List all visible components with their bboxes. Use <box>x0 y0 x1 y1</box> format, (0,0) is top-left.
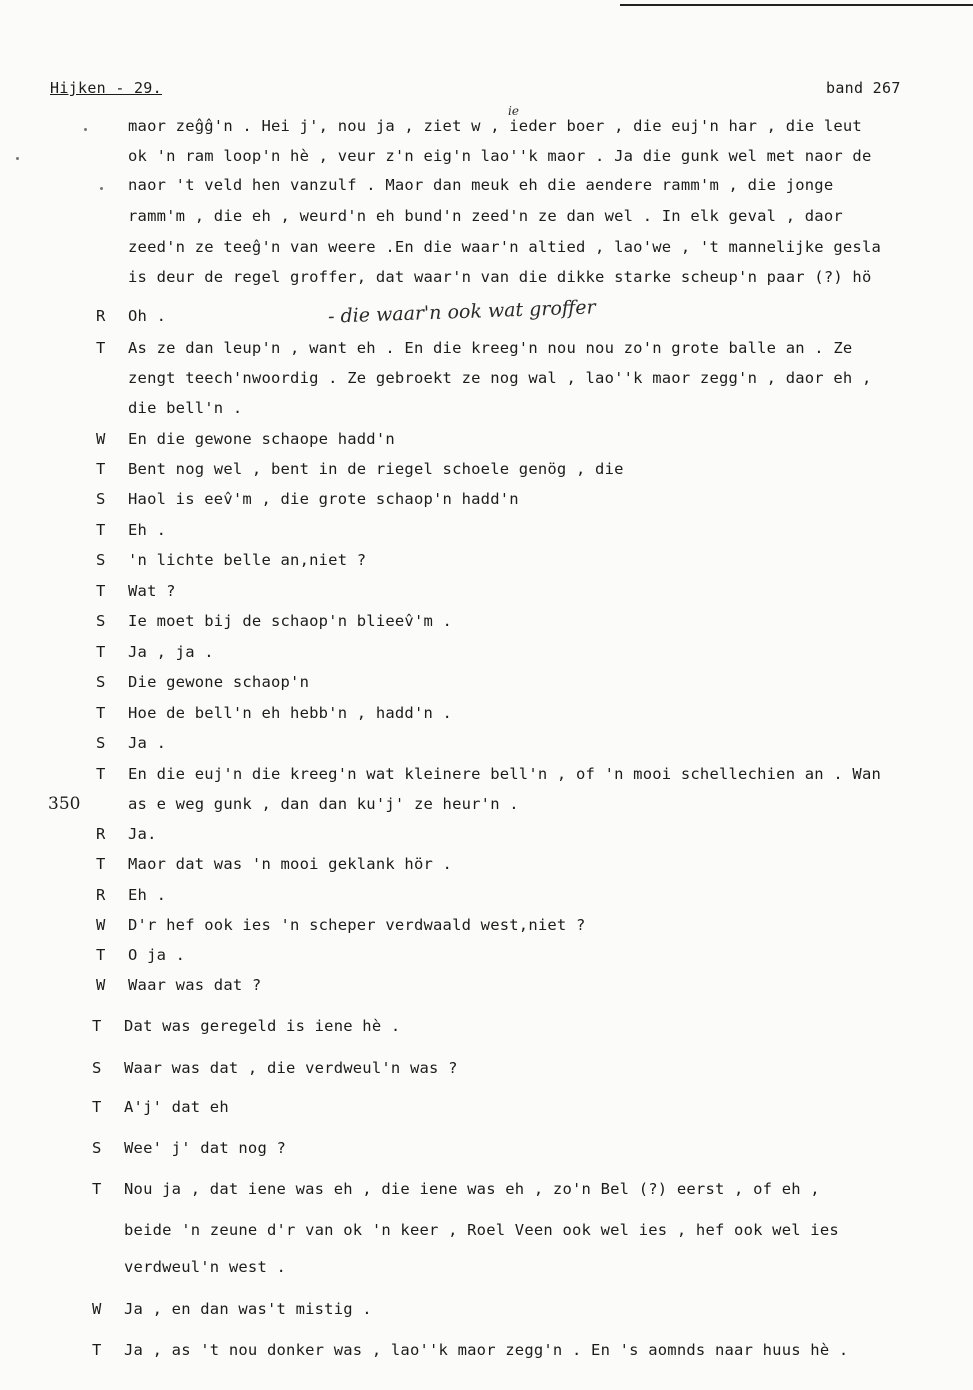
utterance-text: En die euj'n die kreeg'n wat kleinere bell'n , of 'n mooi schellechien an . Wan <box>128 765 882 783</box>
utterance-text: A'j' dat eh <box>124 1098 229 1116</box>
speaker-label: T <box>96 460 106 478</box>
margin-mark <box>84 128 87 131</box>
speaker-label: T <box>96 704 106 722</box>
utterance-text: maor zeĝĝ'n . Hei j', nou ja , ziet w , ieder boer , die euj'n har , die leut <box>128 117 862 135</box>
speaker-label: T <box>96 946 106 964</box>
speaker-label: S <box>96 612 106 630</box>
speaker-label: R <box>96 886 106 904</box>
speaker-label: W <box>96 976 106 994</box>
speaker-label: W <box>96 916 106 934</box>
speaker-label: S <box>96 734 106 752</box>
margin-mark <box>100 187 103 190</box>
utterance-text: Eh . <box>128 886 167 904</box>
speaker-label: R <box>96 307 106 325</box>
speaker-label: R <box>96 825 106 843</box>
speaker-label: S <box>96 490 106 508</box>
page-header-tape: band 267 <box>826 79 901 97</box>
speaker-label: S <box>96 551 106 569</box>
speaker-label: T <box>92 1017 102 1035</box>
utterance-text: Ja . <box>128 734 167 752</box>
utterance-text: Waar was dat ? <box>128 976 262 994</box>
utterance-text: ramm'm , die eh , weurd'n eh bund'n zeed'n ze dan wel . In elk geval , daor <box>128 207 843 225</box>
utterance-text: Nou ja , dat iene was eh , die iene was eh , zo'n Bel (?) eerst , of eh , <box>124 1180 820 1198</box>
utterance-text: verdweul'n west . <box>124 1258 287 1276</box>
speaker-label: T <box>96 855 106 873</box>
handwritten-insert: - die waar'n ook wat groffer <box>327 296 596 328</box>
utterance-text: Ja. <box>128 825 157 843</box>
utterance-text: Wat ? <box>128 582 176 600</box>
handwritten-correction: ie <box>508 104 519 118</box>
utterance-text: Hoe de bell'n eh hebb'n , hadd'n . <box>128 704 453 722</box>
utterance-text: beide 'n zeune d'r van ok 'n keer , Roel Veen ook wel ies , hef ook wel ies <box>124 1221 839 1239</box>
utterance-text: Haol is eev̂'m , die grote schaop'n hadd'n <box>128 490 519 508</box>
utterance-text: Eh . <box>128 521 167 539</box>
utterance-text: zengt teech'nwoordig . Ze gebroekt ze nog wal , lao''k maor zegg'n , daor eh , <box>128 369 872 387</box>
speaker-label: T <box>92 1098 102 1116</box>
speaker-label: T <box>96 339 106 357</box>
utterance-text: Bent nog wel , bent in de riegel schoele genög , die <box>128 460 624 478</box>
utterance-text: ok 'n ram loop'n hè , veur z'n eig'n lao''k maor . Ja die gunk wel met naor de <box>128 147 872 165</box>
utterance-text: is deur de regel groffer, dat waar'n van die dikke starke scheup'n paar (?) hö <box>128 268 872 286</box>
utterance-text: Waar was dat , die verdweul'n was ? <box>124 1059 458 1077</box>
utterance-text: zeed'n ze teeĝ'n van weere .En die waar'n altied , lao'we , 't mannelijke gesla <box>128 238 882 256</box>
speaker-label: T <box>96 765 106 783</box>
utterance-text: En die gewone schaope hadd'n <box>128 430 395 448</box>
utterance-text: Die gewone schaop'n <box>128 673 310 691</box>
utterance-text: 'n lichte belle an,niet ? <box>128 551 367 569</box>
utterance-text: Maor dat was 'n mooi geklank hör . <box>128 855 453 873</box>
utterance-text: Ja , as 't nou donker was , lao''k maor zegg'n . En 's aomnds naar huus hè . <box>124 1341 849 1359</box>
speaker-label: W <box>92 1300 102 1318</box>
utterance-text: naor 't veld hen vanzulf . Maor dan meuk eh die aendere ramm'm , die jonge <box>128 176 834 194</box>
line-number-marker: 350 <box>48 794 81 814</box>
utterance-text: Wee' j' dat nog ? <box>124 1139 287 1157</box>
speaker-label: T <box>92 1180 102 1198</box>
speaker-label: T <box>96 521 106 539</box>
utterance-text: Ie moet bij de schaop'n blieev̂'m . <box>128 612 453 630</box>
utterance-text: O ja . <box>128 946 186 964</box>
utterance-text: Ja , en dan was't mistig . <box>124 1300 372 1318</box>
utterance-text: die bell'n . <box>128 399 243 417</box>
utterance-text: As ze dan leup'n , want eh . En die kreeg'n nou nou zo'n grote balle an . Ze <box>128 339 853 357</box>
speaker-label: W <box>96 430 106 448</box>
speaker-label: T <box>96 582 106 600</box>
top-rule <box>620 4 973 6</box>
speaker-label: S <box>92 1139 102 1157</box>
utterance-text: Ja , ja . <box>128 643 214 661</box>
speaker-label: S <box>92 1059 102 1077</box>
margin-mark <box>16 157 19 160</box>
utterance-text: Oh . <box>128 307 167 325</box>
utterance-text: D'r hef ook ies 'n scheper verdwaald west,niet ? <box>128 916 586 934</box>
speaker-label: T <box>96 643 106 661</box>
utterance-text: Dat was geregeld is iene hè . <box>124 1017 401 1035</box>
speaker-label: T <box>92 1341 102 1359</box>
speaker-label: S <box>96 673 106 691</box>
utterance-text: as e weg gunk , dan dan ku'j' ze heur'n . <box>128 795 519 813</box>
page-header-title: Hijken - 29. <box>50 79 162 97</box>
